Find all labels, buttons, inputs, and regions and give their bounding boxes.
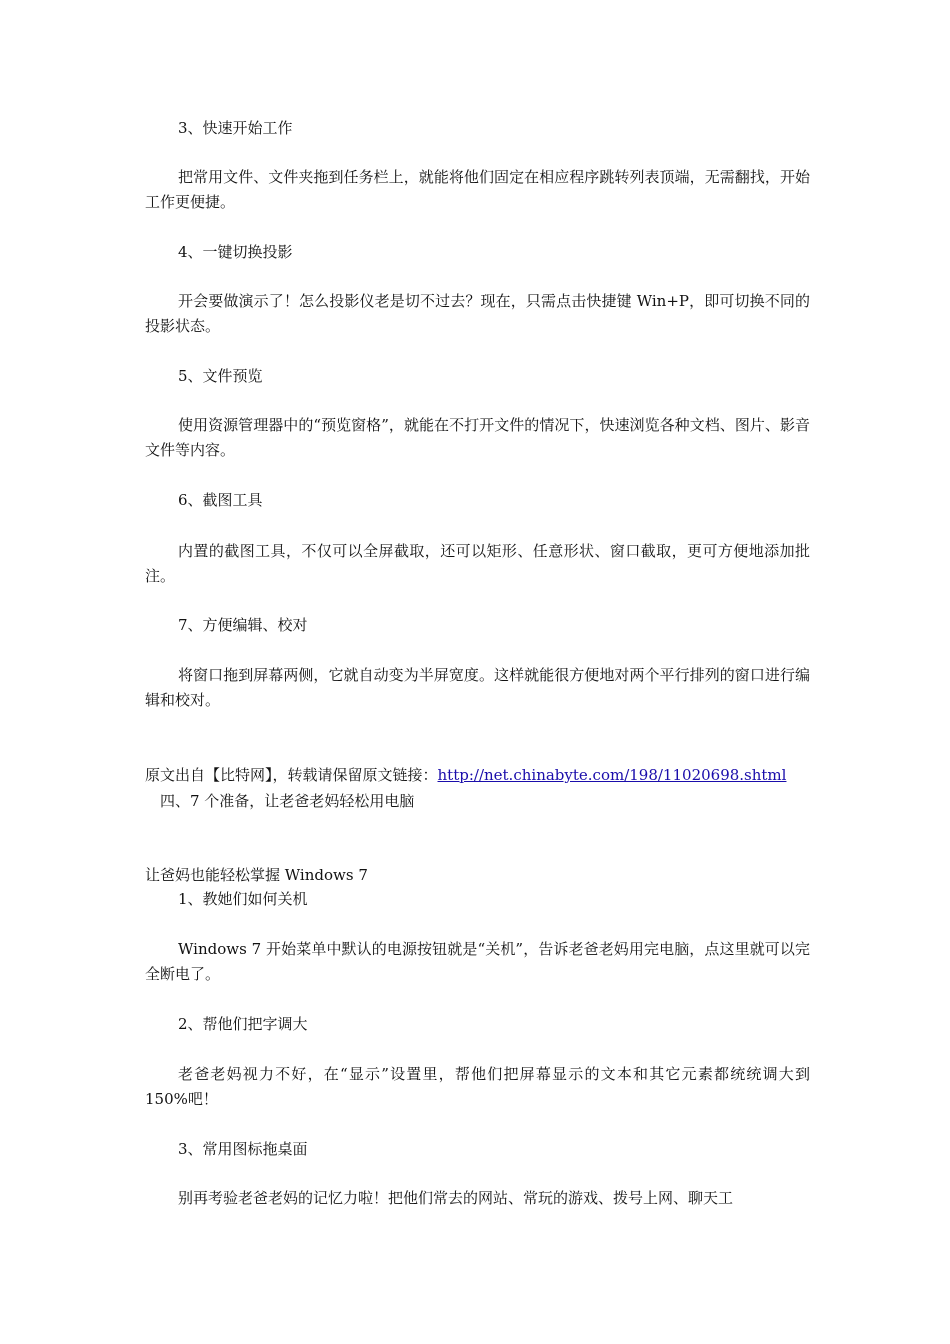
section-paragraph: 老爸老妈视力不好，在“显示”设置里，帮他们把屏幕显示的文本和其它元素都统统调大到 150%吧！ bbox=[145, 1065, 810, 1108]
section-heading: 2、帮他们把字调大 bbox=[178, 1015, 308, 1033]
section-heading: 3、常用图标拖桌面 bbox=[178, 1140, 308, 1158]
section-heading: 5、文件预览 bbox=[178, 367, 263, 385]
chapter-subtitle: 让爸妈也能轻松掌握 Windows 7 bbox=[145, 866, 368, 884]
source-link[interactable]: http://net.chinabyte.com/198/11020698.shtml bbox=[437, 766, 787, 784]
section-paragraph: 内置的截图工具，不仅可以全屏截取，还可以矩形、任意形状、窗口截取，更可方便地添加批注。 bbox=[145, 542, 810, 585]
section-paragraph: 别再考验老爸老妈的记忆力啦！把他们常去的网站、常玩的游戏、拨号上网、聊天工 bbox=[178, 1189, 734, 1207]
section-paragraph: 开会要做演示了！怎么投影仪老是切不过去？现在，只需点击快捷键 Win+P，即可切换不同的投影状态。 bbox=[145, 292, 810, 335]
section-heading: 3、快速开始工作 bbox=[178, 119, 293, 137]
section-paragraph: Windows 7 开始菜单中默认的电源按钮就是“关机”，告诉老爸老妈用完电脑，点这里就可以完全断电了。 bbox=[145, 940, 810, 983]
section-heading: 4、一键切换投影 bbox=[178, 243, 293, 261]
section-heading: 1、教她们如何关机 bbox=[178, 890, 308, 908]
chapter-title: 四、7 个准备，让老爸老妈轻松用电脑 bbox=[160, 792, 415, 810]
source-prefix: 原文出自【比特网】，转载请保留原文链接： bbox=[145, 766, 438, 784]
section-heading: 7、方便编辑、校对 bbox=[178, 616, 308, 634]
section-heading: 6、截图工具 bbox=[178, 491, 263, 509]
section-paragraph: 把常用文件、文件夹拖到任务栏上，就能将他们固定在相应程序跳转列表顶端，无需翻找，开始工作更便捷。 bbox=[145, 168, 810, 211]
section-paragraph: 使用资源管理器中的“预览窗格”，就能在不打开文件的情况下，快速浏览各种文档、图片、影音文件等内容。 bbox=[145, 416, 810, 459]
source-line bbox=[145, 764, 786, 786]
section-paragraph: 将窗口拖到屏幕两侧，它就自动变为半屏宽度。这样就能很方便地对两个平行排列的窗口进行编辑和校对。 bbox=[145, 666, 810, 709]
